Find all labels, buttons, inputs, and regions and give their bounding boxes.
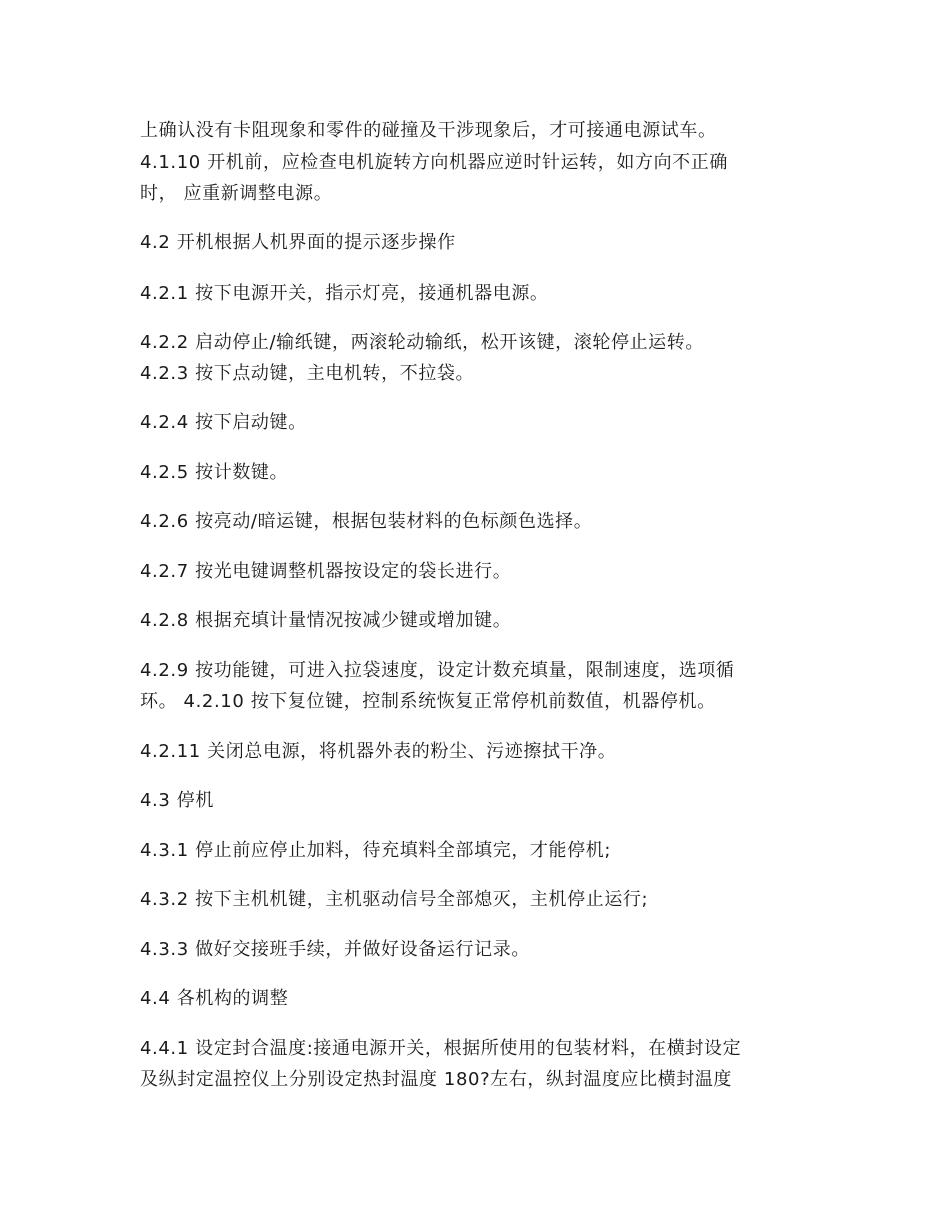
text-line: 4.3.3 做好交接班手续，并做好设备运行记录。	[140, 939, 530, 960]
text-line: 4.2.7 按光电键调整机器按设定的袋长进行。	[140, 561, 512, 582]
text-line: 4.2.8 根据充填计量情况按减少键或增加键。	[140, 610, 512, 631]
text-line: 4.2.1 按下电源开关，指示灯亮，接通机器电源。	[140, 283, 549, 304]
text-line: 4.2.9 按功能键，可进入拉袋速度，设定计数充填量，限制速度，选项循	[140, 660, 735, 681]
text-line: 4.3.1 停止前应停止加料，待充填料全部填完，才能停机;	[140, 840, 611, 861]
section-heading: 4.2 开机根据人机界面的提示逐步操作	[140, 232, 456, 253]
text-line: 时， 应重新调整电源。	[140, 183, 333, 204]
text-line: 及纵封定温控仪上分别设定热封温度 180?左右，纵封温度应比横封温度	[140, 1069, 733, 1090]
section-heading: 4.4 各机构的调整	[140, 988, 289, 1009]
text-line: 4.2.5 按计数键。	[140, 462, 289, 483]
text-line: 4.2.2 启动停止/输纸键，两滚轮动输纸，松开该键，滚轮停止运转。	[140, 332, 704, 353]
text-line: 4.2.3 按下点动键，主电机转，不拉袋。	[140, 363, 475, 384]
text-line: 4.2.4 按下启动键。	[140, 412, 307, 433]
text-line: 4.2.11 关闭总电源，将机器外表的粉尘、污迹擦拭干净。	[140, 741, 617, 762]
text-line: 4.1.10 开机前，应检查电机旋转方向机器应逆时针运转，如方向不正确	[140, 152, 728, 173]
text-line: 4.4.1 设定封合温度:接通电源开关，根据所使用的包装材料，在横封设定	[140, 1038, 742, 1059]
text-line: 环。 4.2.10 按下复位键，控制系统恢复正常停机前数值，机器停机。	[140, 691, 716, 712]
text-line: 4.2.6 按亮动/暗运键，根据包装材料的色标颜色选择。	[140, 511, 593, 532]
text-line: 上确认没有卡阻现象和零件的碰撞及干涉现象后，才可接通电源试车。	[140, 120, 717, 141]
section-heading: 4.3 停机	[140, 790, 214, 811]
text-line: 4.3.2 按下主机机键，主机驱动信号全部熄灭，主机停止运行;	[140, 889, 649, 910]
